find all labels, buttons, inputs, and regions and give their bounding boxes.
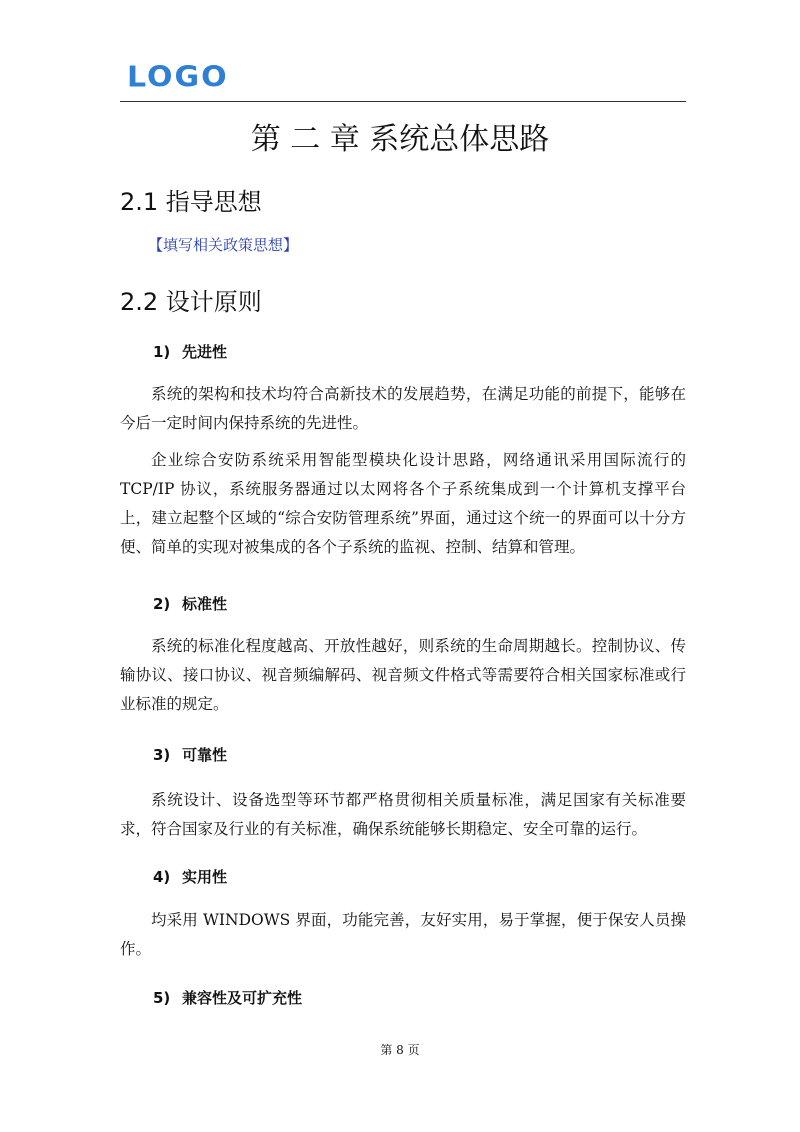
section-heading-2-1: 2.1 指导思想 xyxy=(120,188,262,216)
principle-number: 5) xyxy=(153,989,171,1007)
principle-heading-practicality xyxy=(153,867,227,887)
principle-number: 3) xyxy=(153,746,171,764)
principle-title: 实用性 xyxy=(182,868,228,886)
paragraph-advanced-2: 企业综合安防系统采用智能型模块化设计思路，网络通讯采用国际流行的TCP/IP 协议，系统服务器通过以太网将各个子系统集成到一个计算机支撑平台上，建立起整个区域的“综合安防管理系统”界面，通过这个统一的界面可以十分方便、简单的实现对被集成的各个子系统的监视、控制、结算和管理。 xyxy=(120,451,686,556)
principle-heading-advanced xyxy=(153,342,227,362)
policy-placeholder-note: 【填写相关政策思想】 xyxy=(148,236,299,254)
paragraph-practicality: 均采用 WINDOWS 界面，功能完善，友好实用，易于掌握，便于保安人员操作。 xyxy=(120,911,686,958)
chapter-title: 第 二 章 系统总体思路 xyxy=(250,122,550,157)
logo: LOGO xyxy=(127,60,229,95)
principle-title: 可靠性 xyxy=(182,746,228,764)
header-divider xyxy=(120,101,686,102)
section-heading-2-2: 2.2 设计原则 xyxy=(120,288,262,316)
principle-heading-reliability xyxy=(153,745,227,765)
principle-title: 先进性 xyxy=(182,343,228,361)
page-number: 第 8 页 xyxy=(380,1043,420,1057)
principle-number: 1) xyxy=(153,343,171,361)
principle-number: 4) xyxy=(153,868,171,886)
paragraph-standard: 系统的标准化程度越高、开放性越好，则系统的生命周期越长。控制协议、传输协议、接口协议、视音频编解码、视音频文件格式等需要符合相关国家标准或行业标准的规定。 xyxy=(120,637,686,713)
principle-heading-compatibility xyxy=(153,988,302,1008)
principle-heading-standard xyxy=(153,594,227,614)
paragraph-advanced-1: 系统的架构和技术均符合高新技术的发展趋势，在满足功能的前提下，能够在今后一定时间内保持系统的先进性。 xyxy=(120,385,686,432)
principle-number: 2) xyxy=(153,595,171,613)
paragraph-reliability: 系统设计、设备选型等环节都严格贯彻相关质量标准，满足国家有关标准要求，符合国家及行业的有关标准，确保系统能够长期稳定、安全可靠的运行。 xyxy=(120,791,686,838)
principle-title: 兼容性及可扩充性 xyxy=(182,989,303,1007)
principle-title: 标准性 xyxy=(182,595,228,613)
